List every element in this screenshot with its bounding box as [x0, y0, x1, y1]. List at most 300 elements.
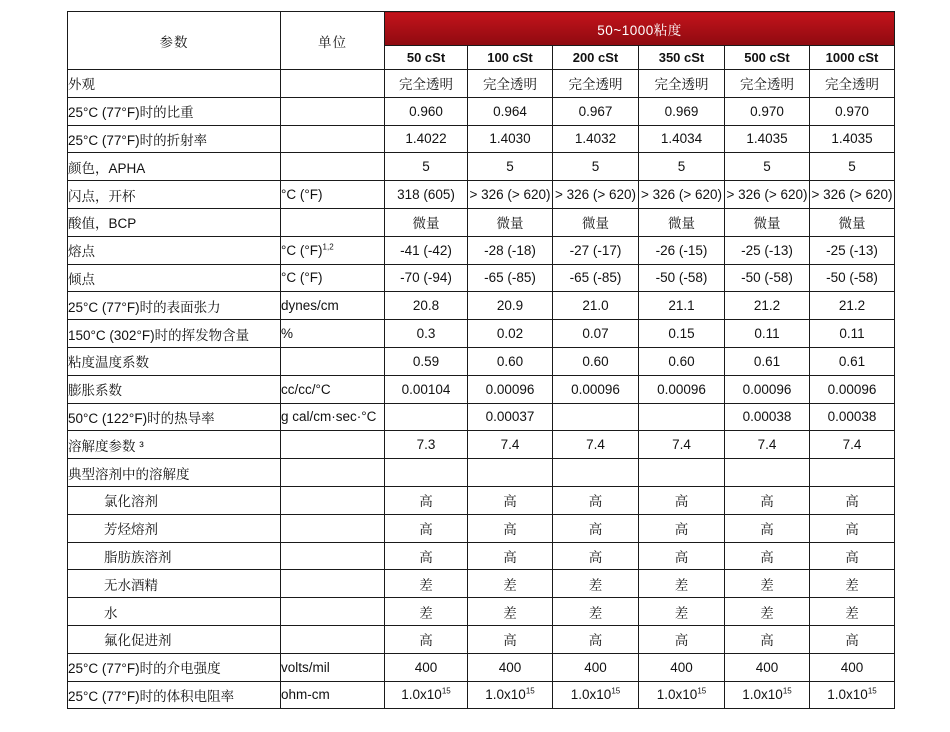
- unit-cell: [281, 70, 385, 98]
- unit-text: dynes/cm: [281, 298, 339, 314]
- value-text: -65 (-85): [484, 270, 536, 286]
- table-row: [68, 97, 895, 125]
- value-cell: [639, 542, 725, 570]
- value-cell: [725, 320, 810, 348]
- value-text: 0.00096: [571, 381, 620, 397]
- value-cell: [725, 570, 810, 598]
- value-text: 差: [588, 577, 603, 594]
- value-exponent: 15: [525, 686, 535, 696]
- value-text: 高: [760, 549, 774, 566]
- value-text: 微量: [838, 216, 866, 233]
- value-cell: [725, 625, 810, 653]
- value-text: 0.00096: [827, 381, 877, 397]
- value-cell: [385, 514, 468, 542]
- param-cell: 25°C (77°F)时的介电强度: [68, 653, 281, 681]
- value-text: 高: [419, 549, 433, 566]
- value-cell: [385, 570, 468, 598]
- value-text: 5: [591, 159, 600, 175]
- value-text: 高: [760, 522, 774, 539]
- value-text: 7.4: [672, 437, 691, 453]
- param-header: 参数: [68, 12, 281, 70]
- param-cell: 氯化溶剂: [68, 486, 281, 514]
- unit-text: volts/mil: [281, 659, 330, 675]
- value-cell: [553, 459, 639, 487]
- value-text: 高: [588, 549, 603, 566]
- value-text: 高: [674, 633, 689, 650]
- value-text: 0.967: [578, 103, 613, 119]
- value-cell: [385, 264, 468, 292]
- table-row: [68, 264, 895, 292]
- value-text: 5: [677, 159, 686, 175]
- value-text: 0.00037: [485, 409, 535, 425]
- value-cell: [810, 97, 895, 125]
- value-cell: [639, 459, 725, 487]
- value-cell: [810, 153, 895, 181]
- unit-cell: [281, 97, 385, 125]
- value-cell: [553, 486, 639, 514]
- table-row: [68, 570, 895, 598]
- value-text: 400: [498, 659, 522, 675]
- value-cell: [553, 153, 639, 181]
- value-text: 1.0x10: [485, 687, 526, 703]
- param-cell: 25°C (77°F)时的比重: [68, 97, 281, 125]
- value-cell: [468, 264, 553, 292]
- value-cell: [385, 347, 468, 375]
- value-text: 高: [588, 633, 603, 650]
- value-text: 高: [760, 494, 774, 511]
- value-text: 微量: [582, 216, 609, 233]
- value-cell: [810, 125, 895, 153]
- value-text: 0.11: [839, 326, 865, 342]
- value-text: 完全透明: [568, 77, 623, 94]
- value-text: > 326 (> 620): [811, 187, 893, 203]
- value-text: -41 (-42): [400, 242, 452, 258]
- value-cell: [810, 681, 895, 709]
- unit-cell: [281, 403, 385, 431]
- value-cell: [725, 236, 810, 264]
- value-text: 完全透明: [483, 77, 537, 94]
- unit-cell: [281, 208, 385, 236]
- value-cell: [725, 514, 810, 542]
- value-text: 完全透明: [654, 77, 709, 94]
- value-text: 0.960: [409, 103, 443, 119]
- value-text: 高: [419, 522, 433, 539]
- value-cell: [468, 598, 553, 626]
- value-text: 0.00096: [657, 381, 706, 397]
- value-cell: [725, 431, 810, 459]
- value-cell: [468, 514, 553, 542]
- value-text: 完全透明: [399, 77, 453, 94]
- unit-text: ohm-cm: [281, 687, 330, 703]
- value-text: 400: [584, 659, 607, 675]
- param-cell: 溶解度参数 ³: [68, 431, 281, 459]
- value-text: 0.02: [496, 326, 524, 342]
- value-cell: [810, 70, 895, 98]
- value-text: 21.2: [838, 298, 866, 314]
- value-text: 1.0x10: [656, 687, 698, 703]
- value-cell: [639, 486, 725, 514]
- value-cell: [553, 681, 639, 709]
- value-text: 差: [674, 605, 689, 622]
- value-cell: [385, 625, 468, 653]
- value-cell: [553, 125, 639, 153]
- value-cell: [553, 347, 639, 375]
- value-text: 1.4034: [660, 131, 703, 147]
- table-row: [68, 681, 895, 709]
- value-text: 1.0x10: [742, 687, 783, 703]
- value-cell: [385, 681, 468, 709]
- value-text: 7.4: [500, 437, 520, 453]
- table-row: [68, 70, 895, 98]
- value-text: 差: [760, 605, 774, 622]
- value-exponent: 15: [867, 686, 877, 696]
- value-text: 完全透明: [740, 77, 794, 94]
- value-cell: [810, 570, 895, 598]
- value-cell: [553, 320, 639, 348]
- value-text: 微量: [496, 216, 524, 233]
- table-row: [68, 598, 895, 626]
- col-header-500: 500 cSt: [725, 46, 810, 70]
- param-cell: 膨胀系数: [68, 375, 281, 403]
- value-cell: [725, 459, 810, 487]
- value-cell: [385, 431, 468, 459]
- value-text: 5: [763, 159, 771, 175]
- value-cell: [468, 97, 553, 125]
- value-cell: [385, 486, 468, 514]
- param-cell: 熔点: [68, 236, 281, 264]
- value-cell: [468, 70, 553, 98]
- value-text: 20.9: [496, 298, 524, 314]
- value-cell: [385, 125, 468, 153]
- unit-cell: [281, 598, 385, 626]
- col-header-100: 100 cSt: [468, 46, 553, 70]
- param-cell: 酸值，BCP: [68, 208, 281, 236]
- col-header-200: 200 cSt: [553, 46, 639, 70]
- value-cell: [639, 570, 725, 598]
- value-cell: [468, 431, 553, 459]
- value-cell: [385, 375, 468, 403]
- value-text: 0.00038: [827, 409, 877, 425]
- value-cell: [725, 598, 810, 626]
- unit-cell: [281, 570, 385, 598]
- unit-text: °C (°F): [281, 242, 323, 258]
- value-cell: [385, 403, 468, 431]
- value-text: 0.969: [664, 103, 699, 119]
- unit-cell: [281, 486, 385, 514]
- value-text: 7.3: [416, 437, 436, 453]
- value-text: 高: [845, 549, 859, 566]
- value-cell: [468, 181, 553, 209]
- value-text: 1.4022: [405, 131, 447, 147]
- param-cell: 外观: [68, 70, 281, 98]
- value-cell: [810, 653, 895, 681]
- value-text: 21.2: [753, 298, 781, 314]
- value-cell: [810, 264, 895, 292]
- value-cell: [468, 292, 553, 320]
- value-cell: [468, 625, 553, 653]
- unit-cell: [281, 653, 385, 681]
- value-text: 1.4035: [746, 131, 788, 147]
- value-cell: [468, 570, 553, 598]
- param-cell: 25°C (77°F)时的体积电阻率: [68, 681, 281, 709]
- value-cell: [725, 208, 810, 236]
- value-text: 高: [419, 494, 433, 511]
- value-cell: [810, 292, 895, 320]
- value-cell: [725, 403, 810, 431]
- value-cell: [639, 208, 725, 236]
- value-cell: [639, 653, 725, 681]
- value-cell: [385, 236, 468, 264]
- unit-cell: [281, 459, 385, 487]
- value-text: 高: [674, 549, 689, 566]
- value-cell: [553, 598, 639, 626]
- value-text: 0.970: [750, 103, 784, 119]
- value-text: 高: [845, 633, 859, 650]
- value-text: 差: [674, 577, 689, 594]
- value-cell: [385, 598, 468, 626]
- param-cell: 50°C (122°F)时的热导率: [68, 403, 281, 431]
- table-row: [68, 542, 895, 570]
- value-text: 微量: [668, 216, 695, 233]
- value-cell: [639, 681, 725, 709]
- value-cell: [639, 125, 725, 153]
- value-cell: [553, 208, 639, 236]
- value-text: 0.60: [496, 353, 524, 369]
- value-text: 0.3: [416, 326, 436, 342]
- value-text: -25 (-13): [741, 242, 793, 258]
- value-text: 差: [419, 605, 433, 622]
- value-cell: [385, 208, 468, 236]
- table-row: [68, 653, 895, 681]
- value-cell: [553, 292, 639, 320]
- table-row: [68, 459, 895, 487]
- value-text: 0.59: [412, 353, 440, 369]
- value-cell: [468, 459, 553, 487]
- value-cell: [810, 236, 895, 264]
- unit-cell: [281, 625, 385, 653]
- value-text: 微量: [753, 216, 781, 233]
- value-cell: [385, 320, 468, 348]
- value-cell: [553, 264, 639, 292]
- value-cell: [468, 320, 553, 348]
- unit-cell: [281, 236, 385, 264]
- value-text: 高: [503, 522, 517, 539]
- value-cell: [810, 514, 895, 542]
- value-cell: [639, 236, 725, 264]
- value-cell: [725, 125, 810, 153]
- table-row: [68, 292, 895, 320]
- value-text: -50 (-58): [826, 270, 878, 286]
- value-exponent: 15: [441, 686, 451, 696]
- value-exponent: 15: [611, 686, 621, 696]
- value-text: -65 (-85): [569, 270, 622, 286]
- table-row: [68, 153, 895, 181]
- col-header-50: 50 cSt: [385, 46, 468, 70]
- table-row: [68, 403, 895, 431]
- value-text: 400: [414, 659, 438, 675]
- param-cell: 闪点，开杯: [68, 181, 281, 209]
- value-text: 5: [848, 159, 856, 175]
- value-cell: [639, 431, 725, 459]
- unit-text: °C (°F): [281, 270, 323, 286]
- value-cell: [810, 347, 895, 375]
- value-cell: [810, 320, 895, 348]
- value-cell: [553, 431, 639, 459]
- value-text: 高: [503, 494, 517, 511]
- value-text: 高: [419, 633, 433, 650]
- unit-cell: [281, 264, 385, 292]
- value-text: 400: [670, 659, 693, 675]
- value-cell: [468, 681, 553, 709]
- value-text: 差: [503, 577, 517, 594]
- value-cell: [385, 653, 468, 681]
- param-cell: 倾点: [68, 264, 281, 292]
- value-cell: [553, 70, 639, 98]
- value-cell: [385, 153, 468, 181]
- value-text: 差: [503, 605, 517, 622]
- value-cell: [639, 153, 725, 181]
- table-body: [68, 70, 895, 709]
- value-text: 1.4035: [831, 131, 873, 147]
- value-cell: [468, 653, 553, 681]
- value-cell: [810, 486, 895, 514]
- unit-cell: [281, 375, 385, 403]
- value-text: 400: [840, 659, 864, 675]
- value-text: -50 (-58): [655, 270, 708, 286]
- value-cell: [639, 97, 725, 125]
- value-cell: [385, 97, 468, 125]
- param-cell: 脂肪族溶剂: [68, 542, 281, 570]
- value-text: 差: [588, 605, 603, 622]
- value-cell: [810, 208, 895, 236]
- value-text: -26 (-15): [655, 242, 708, 258]
- unit-header: 单位: [281, 12, 385, 70]
- value-text: -70 (-94): [400, 270, 452, 286]
- value-text: 微量: [412, 216, 440, 233]
- value-cell: [725, 347, 810, 375]
- param-cell: 无水酒精: [68, 570, 281, 598]
- value-cell: [810, 181, 895, 209]
- value-cell: [553, 625, 639, 653]
- value-cell: [468, 375, 553, 403]
- value-text: 0.61: [838, 353, 866, 369]
- table-row: [68, 514, 895, 542]
- value-text: 1.4032: [574, 131, 617, 147]
- unit-footnote: 1,2: [322, 242, 334, 252]
- unit-cell: [281, 125, 385, 153]
- unit-cell: [281, 681, 385, 709]
- value-cell: [553, 375, 639, 403]
- value-cell: [468, 236, 553, 264]
- value-text: 7.4: [842, 437, 862, 453]
- table-row: [68, 625, 895, 653]
- value-text: 高: [674, 494, 689, 511]
- value-cell: [468, 542, 553, 570]
- value-text: 差: [419, 577, 433, 594]
- param-cell: 粘度温度系数: [68, 347, 281, 375]
- unit-cell: [281, 347, 385, 375]
- value-cell: [725, 264, 810, 292]
- value-cell: [725, 375, 810, 403]
- value-cell: [468, 347, 553, 375]
- viscosity-range-banner: 50~1000粘度: [385, 12, 895, 46]
- param-cell: 典型溶剂中的溶解度: [68, 459, 281, 487]
- value-text: 0.60: [668, 353, 695, 369]
- value-cell: [810, 375, 895, 403]
- value-cell: [385, 292, 468, 320]
- value-text: 1.0x10: [827, 687, 868, 703]
- value-cell: [385, 542, 468, 570]
- unit-cell: [281, 181, 385, 209]
- param-cell: 芳烃熔剂: [68, 514, 281, 542]
- value-text: 差: [760, 577, 774, 594]
- value-text: 0.15: [668, 326, 695, 342]
- value-cell: [553, 570, 639, 598]
- unit-cell: [281, 320, 385, 348]
- table-row: [68, 208, 895, 236]
- table-row: [68, 236, 895, 264]
- value-cell: [725, 486, 810, 514]
- value-cell: [639, 181, 725, 209]
- value-cell: [553, 514, 639, 542]
- unit-cell: [281, 153, 385, 181]
- value-text: 高: [588, 494, 603, 511]
- value-text: -28 (-18): [484, 242, 536, 258]
- value-text: 318 (605): [397, 187, 455, 203]
- value-cell: [810, 459, 895, 487]
- value-text: > 326 (> 620): [726, 187, 808, 203]
- value-text: 21.0: [582, 298, 609, 314]
- unit-text: %: [281, 326, 294, 342]
- value-cell: [725, 542, 810, 570]
- value-text: 0.964: [493, 103, 527, 119]
- value-text: 0.00096: [485, 381, 535, 397]
- table-row: [68, 486, 895, 514]
- value-text: 0.61: [753, 353, 781, 369]
- value-cell: [725, 153, 810, 181]
- col-header-350: 350 cSt: [639, 46, 725, 70]
- value-cell: [468, 153, 553, 181]
- value-text: 20.8: [412, 298, 440, 314]
- value-text: -27 (-17): [569, 242, 622, 258]
- value-text: 400: [755, 659, 779, 675]
- value-cell: [810, 625, 895, 653]
- param-cell: 25°C (77°F)时的折射率: [68, 125, 281, 153]
- value-exponent: 15: [782, 686, 792, 696]
- value-cell: [468, 208, 553, 236]
- value-text: 高: [588, 522, 603, 539]
- value-text: 1.0x10: [570, 687, 612, 703]
- value-text: -50 (-58): [741, 270, 793, 286]
- param-cell: 氟化促进剂: [68, 625, 281, 653]
- value-text: 高: [760, 633, 774, 650]
- value-cell: [810, 403, 895, 431]
- value-cell: [639, 264, 725, 292]
- property-table: [67, 11, 895, 709]
- value-cell: [468, 125, 553, 153]
- value-cell: [639, 514, 725, 542]
- value-text: 高: [503, 549, 517, 566]
- value-text: 完全透明: [825, 77, 880, 94]
- col-header-1000: 1000 cSt: [810, 46, 895, 70]
- unit-text: °C (°F): [281, 187, 323, 203]
- value-cell: [725, 97, 810, 125]
- table-row: [68, 347, 895, 375]
- unit-cell: [281, 292, 385, 320]
- table-row: [68, 375, 895, 403]
- value-cell: [810, 431, 895, 459]
- table-row: [68, 431, 895, 459]
